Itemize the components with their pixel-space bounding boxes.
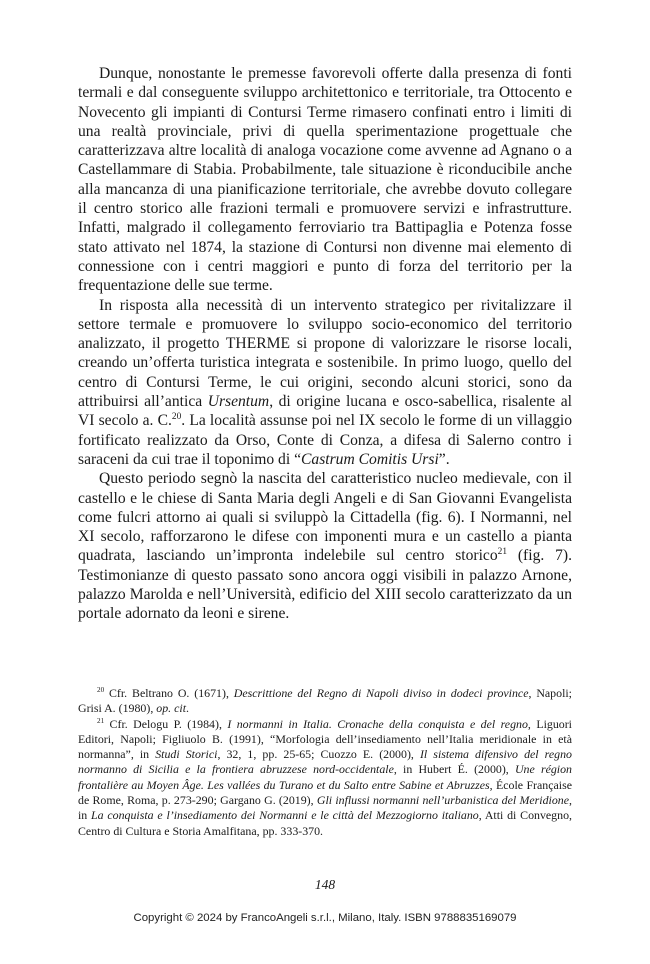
footnote-reference: 20: [171, 412, 182, 423]
italic-text: Ursentum: [207, 393, 270, 411]
copyright-notice: Copyright © 2024 by FrancoAngeli s.r.l., Milano, Italy. ISBN 9788835169079: [133, 912, 517, 924]
paragraph: Questo periodo segnò la nascita del caratteristico nucleo medievale, con il castello e le chiese di Santa Maria degli Angeli e di San Giovanni Evangelista come fulcri attorno ai quali si sviluppò la Cittadella (fig. 6). I Normanni, nel XI secolo, rafforzarono le difese con imponenti mura e un castello a pianta quadrata, lasciando un’impronta indelebile sul centro storico$^{21}$ (fig. 7). Testimonianze di questo passato sono ancora oggi visibili in palazzo Arnone, palazzo Marolda e nell’Università, edificio del XIII secolo caratterizzato da un portale adornato da leoni e sirene.: [78, 470, 572, 623]
italic-text: La conquista e l’insediamento dei Normanni e le città del Mezzogiorno italiano: [91, 808, 479, 823]
paragraph: Dunque, nonostante le premesse favorevoli offerte dalla presenza di fonti termali e dal conseguente sviluppo architettonico e territoriale, tra Ottocento e Novecento gli impianti di Contursi Terme rimasero confinati entro i limiti di una realtà provinciale, privi di quella sperimentazione progettuale che caratterizzava altre località di analoga vocazione come avvenne ad Agnano o a Castellammare di Stabia. Probabilmente, tale situazione è riconducibile anche alla mancanza di una pianificazione territoriale, che avrebbe dovuto collegare il centro storico alle frazioni termali e promuovere servizi e infrastrutture. Infatti, malgrado il collegamento ferroviario tra Battipaglia e Potenza fosse stato attivato nel 1874, la stazione di Contursi non divenne mai elemento di connessione con i centri maggiori e punto di forza del territorio per la frequentazione delle sue terme.: [78, 65, 572, 295]
italic-text: Studi Storici: [155, 747, 218, 762]
italic-text: Descrittione del Regno di Napoli diviso in dodeci province: [233, 686, 529, 700]
footnote-reference: 21: [497, 547, 508, 558]
italic-text: Castrum Comitis Ursi: [301, 450, 439, 468]
footnote-reference: 21: [97, 716, 105, 725]
footnote-20: $^{20}$ Cfr. Beltrano O. (1671), Descrittione del Regno di Napoli diviso in dodeci province, Napoli; Grisi A. (1980), op. cit.: [78, 686, 572, 716]
italic-text: Gli influssi normanni nell’urbanistica del Meridione: [316, 793, 569, 808]
italic-text: Il sistema difensivo del regno normanno di Sicilia e la frontiera abruzzese nord-occidentale: [78, 747, 572, 777]
main-text: [78, 64, 572, 624]
page-number: 148: [314, 877, 336, 892]
footnote-21: $^{21}$ Cfr. Delogu P. (1984), I normanni in Italia. Cronache della conquista e del regno, Liguori Editori, Napoli; Figliuolo B. (1991), “Morfologia dell’insediamento nell’Italia meridionale in età normanna”, in Studi Storici, 32, 1, pp. 25-65; Cuozzo E. (2000), Il sistema difensivo del regno normanno di Sicilia e la frontiera abruzzese nord-occidentale, in Hubert É. (2000), Une région frontalière au Moyen Âge. Les vallées du Turano et du Salto entre Sabine et Abruzzes, École Française de Rome, Roma, p. 273-290; Gargano G. (2019), Gli influssi normanni nell’urbanistica del Meridione, in La conquista e l’insediamento dei Normanni e le città del Mezzogiorno italiano, Atti di Convegno, Centro di Cultura e Storia Amalfitana, pp. 333-370.: [78, 716, 573, 838]
italic-text: op. cit: [156, 701, 187, 716]
footnote-reference: 20: [97, 686, 105, 695]
italic-text: Une région frontalière au Moyen Âge. Les vallées du Turano et du Salto entre Sabine et Abruzzes: [78, 762, 572, 792]
italic-text: I normanni in Italia. Cronache della conquista e del regno: [227, 716, 528, 731]
paragraph: In risposta alla necessità di un intervento strategico per rivitalizzare il settore termale e promuovere lo sviluppo socio-economico del territorio analizzato, il progetto THERME si propone di valorizzare le risorse locali, creando un’offerta turistica integrata e sostenibile. In primo luogo, quello del centro di Contursi Terme, le cui origini, secondo alcuni storici, sono da attribuirsi all’antica Ursentum, di origine lucana e osco-sabellica, risalente al VI secolo a. C.$^{20}$. La località assunse poi nel IX secolo le forme di un villaggio fortificato realizzato da Orso, Conte di Conza, a difesa di Salerno contro i saraceni da cui trae il toponimo di “Castrum Comitis Ursi”.: [78, 296, 573, 468]
footnotes: [78, 686, 572, 839]
